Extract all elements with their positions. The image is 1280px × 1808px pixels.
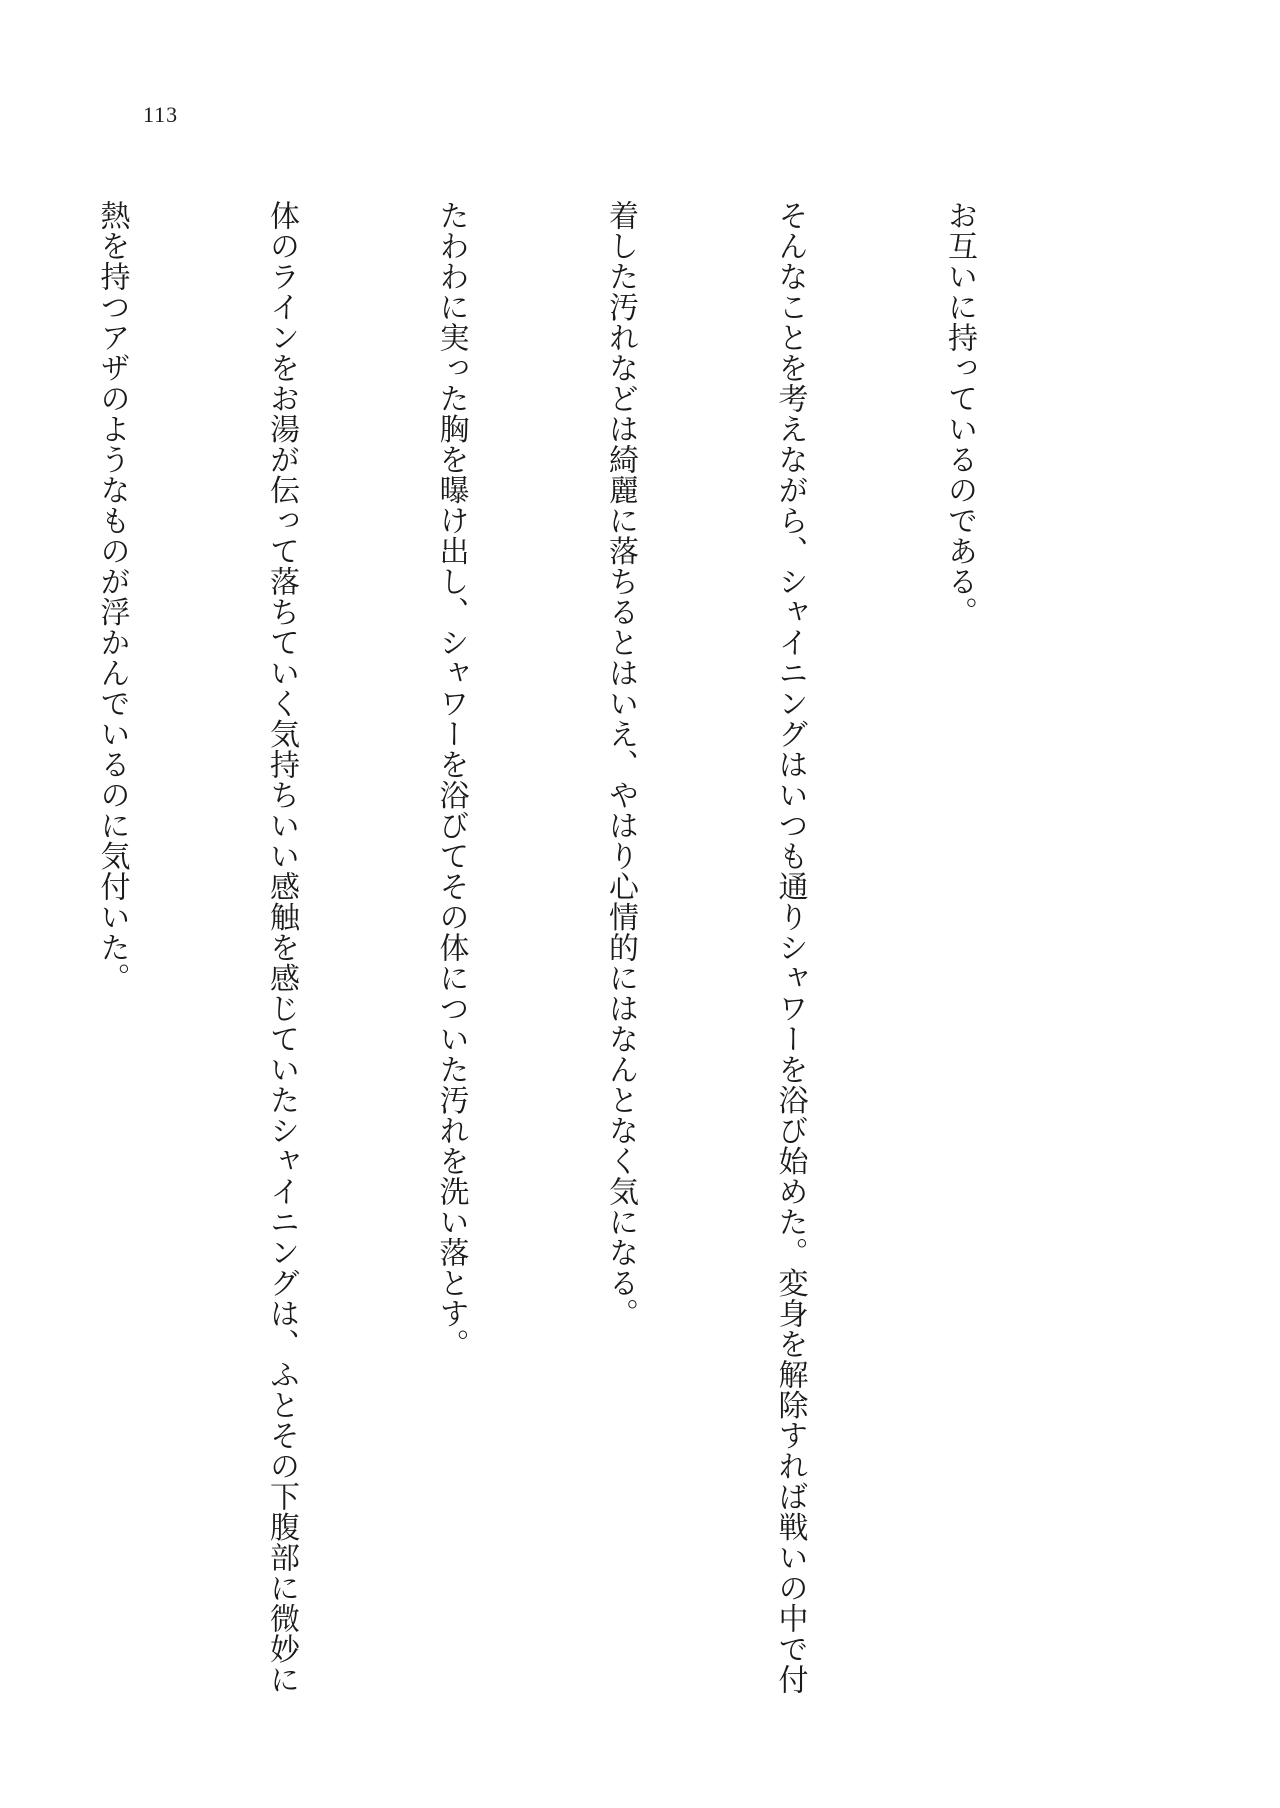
text-line: お互いに持っているのである。 (942, 200, 977, 627)
body-text (0, 200, 1100, 1800)
text-line: 熱を持つアザのようなものが浮かんでいるのに気付いた。 (94, 200, 130, 993)
text-line: 着した汚れなどは綺麗に落ちるとはいえ、やはり心情的にはなんとなく気になる。 (603, 200, 638, 1329)
text-line: そんなことを考えながら、シャイニングはいつも通りシャワーを浴び始めた。変身を解除すれば戦いの中で付 (772, 200, 808, 1695)
text-line: たわわに実った胸を曝け出し、シャワーを浴びてその体についた汚れを洗い落とす。 (433, 200, 469, 1359)
text-line: 体のラインをお湯が伝って落ちていく気持ちいい感触を感じていたシャイニングは、ふとその下腹部に微妙に (264, 200, 299, 1695)
page-number: 113 (143, 102, 179, 127)
